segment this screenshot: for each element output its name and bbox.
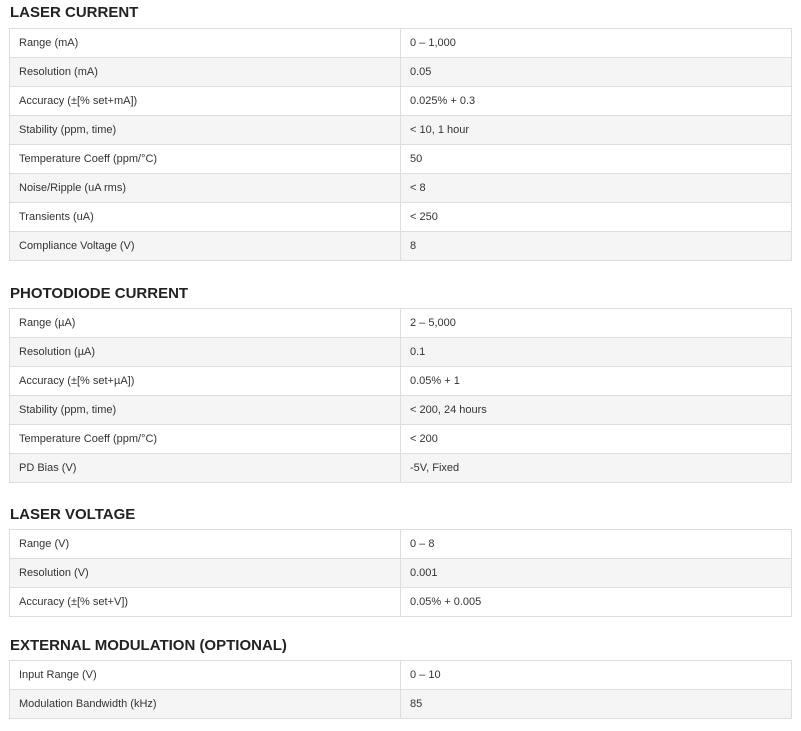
table-row	[10, 530, 792, 559]
spec-label: Range (µA)	[10, 309, 401, 338]
spec-label: PD Bias (V)	[10, 454, 401, 483]
table-row	[10, 116, 792, 145]
spec-value: < 10, 1 hour	[401, 116, 792, 145]
spec-label: Accuracy (±[% set+V])	[10, 588, 401, 617]
spec-label: Stability (ppm, time)	[10, 396, 401, 425]
spec-label: Range (V)	[10, 530, 401, 559]
table-row	[10, 309, 792, 338]
spec-label: Temperature Coeff (ppm/°C)	[10, 425, 401, 454]
spec-table	[9, 660, 792, 719]
spec-label: Resolution (V)	[10, 559, 401, 588]
table-row	[10, 87, 792, 116]
spec-value: 85	[401, 690, 792, 719]
table-row	[10, 690, 792, 719]
spec-label: Resolution (µA)	[10, 338, 401, 367]
spec-label: Transients (uA)	[10, 203, 401, 232]
table-row	[10, 58, 792, 87]
spec-value: -5V, Fixed	[401, 454, 792, 483]
spec-value: 0.05% + 1	[401, 367, 792, 396]
table-row	[10, 232, 792, 261]
spec-value: 0 – 1,000	[401, 29, 792, 58]
table-row	[10, 29, 792, 58]
table-row	[10, 367, 792, 396]
section-title: EXTERNAL MODULATION (OPTIONAL)	[10, 637, 287, 654]
spec-value: 8	[401, 232, 792, 261]
spec-label: Temperature Coeff (ppm/°C)	[10, 145, 401, 174]
table-row	[10, 203, 792, 232]
spec-label: Stability (ppm, time)	[10, 116, 401, 145]
table-row	[10, 588, 792, 617]
table-row	[10, 145, 792, 174]
spec-label: Compliance Voltage (V)	[10, 232, 401, 261]
spec-value: < 200	[401, 425, 792, 454]
table-row	[10, 425, 792, 454]
spec-label: Accuracy (±[% set+µA])	[10, 367, 401, 396]
spec-value: 0.1	[401, 338, 792, 367]
spec-value: 0.05% + 0.005	[401, 588, 792, 617]
table-row	[10, 338, 792, 367]
spec-value: 0.001	[401, 559, 792, 588]
spec-value: < 8	[401, 174, 792, 203]
spec-label: Resolution (mA)	[10, 58, 401, 87]
table-row	[10, 661, 792, 690]
table-row	[10, 174, 792, 203]
spec-value: 0 – 8	[401, 530, 792, 559]
spec-table	[9, 28, 792, 261]
table-row	[10, 559, 792, 588]
spec-value: < 250	[401, 203, 792, 232]
spec-value: < 200, 24 hours	[401, 396, 792, 425]
spec-value: 0 – 10	[401, 661, 792, 690]
spec-value: 2 – 5,000	[401, 309, 792, 338]
section-title: LASER CURRENT	[10, 4, 139, 21]
table-row	[10, 454, 792, 483]
spec-label: Noise/Ripple (uA rms)	[10, 174, 401, 203]
spec-value: 0.025% + 0.3	[401, 87, 792, 116]
section-title: LASER VOLTAGE	[10, 506, 136, 523]
spec-label: Range (mA)	[10, 29, 401, 58]
section-title: PHOTODIODE CURRENT	[10, 285, 189, 302]
spec-label: Input Range (V)	[10, 661, 401, 690]
spec-table	[9, 529, 792, 617]
spec-label: Modulation Bandwidth (kHz)	[10, 690, 401, 719]
spec-value: 0.05	[401, 58, 792, 87]
spec-label: Accuracy (±[% set+mA])	[10, 87, 401, 116]
spec-value: 50	[401, 145, 792, 174]
spec-table	[9, 308, 792, 483]
table-row	[10, 396, 792, 425]
